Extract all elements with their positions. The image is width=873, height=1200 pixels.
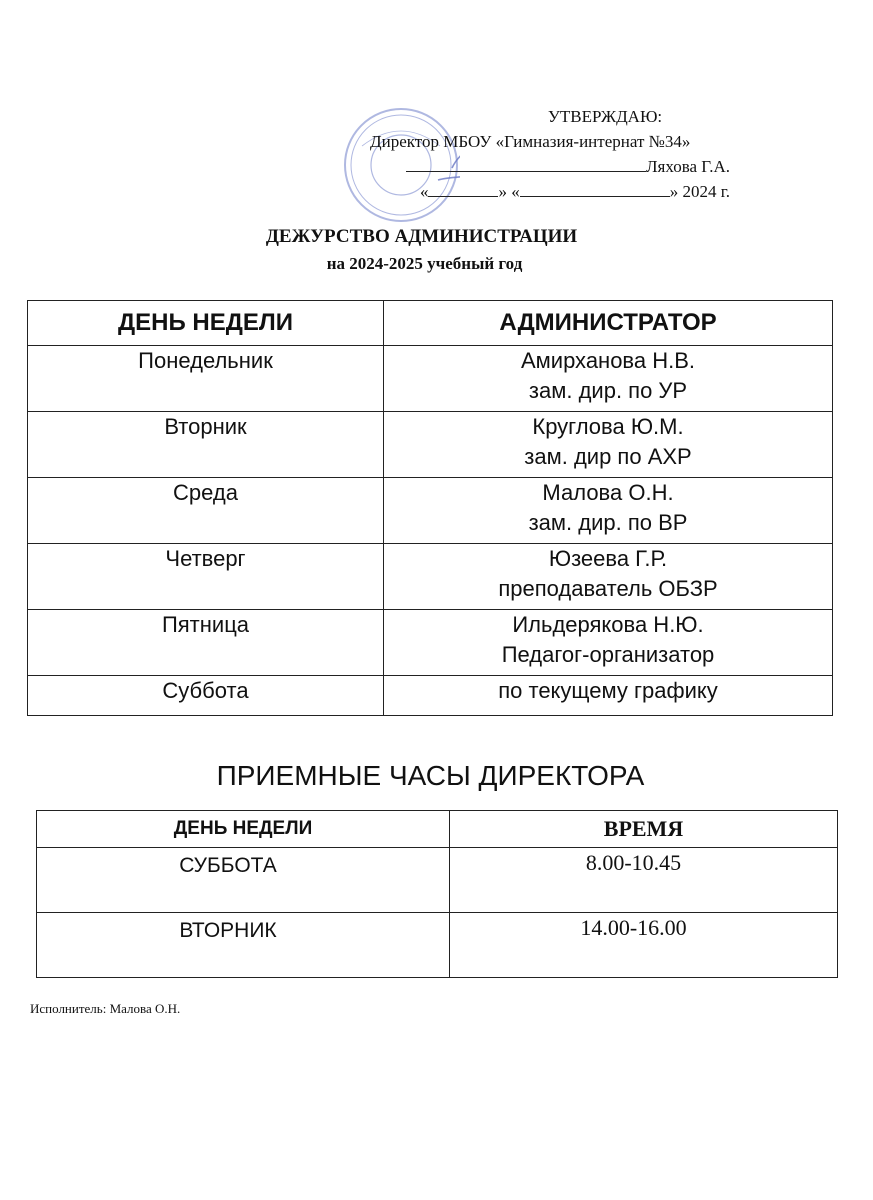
table-row: ВТОРНИК 14.00-16.00 — [37, 913, 838, 978]
col-day-header: ДЕНЬ НЕДЕЛИ — [28, 301, 384, 346]
col-admin-header: АДМИНИСТРАТОР — [384, 301, 833, 346]
col-day-header: ДЕНЬ НЕДЕЛИ — [37, 811, 450, 848]
reception-table — [36, 810, 838, 978]
table-row: Четверг Юзеева Г.Р. преподаватель ОБЗР — [28, 544, 833, 610]
executor-note: Исполнитель: Малова О.Н. — [30, 1001, 181, 1016]
approval-position: Директор МБОУ «Гимназия-интернат №34» — [370, 132, 691, 151]
table-row: Среда Малова О.Н. зам. дир. по ВР — [28, 478, 833, 544]
reception-title: ПРИЕМНЫЕ ЧАСЫ ДИРЕКТОРА — [216, 760, 645, 791]
approval-date-line: « » « » 2024 г. — [419, 182, 730, 201]
approval-block — [370, 104, 760, 204]
approval-year: » 2024 г. — [669, 182, 730, 201]
duty-table — [27, 300, 833, 716]
table-row: Понедельник Амирханова Н.В. зам. дир. по УР — [28, 346, 833, 412]
approval-name: Ляхова Г.А. — [646, 157, 730, 176]
col-time-header: ВРЕМЯ — [450, 811, 838, 848]
table-row: Пятница Ильдерякова Н.Ю. Педагог-организатор — [28, 610, 833, 676]
approval-heading: УТВЕРЖДАЮ: — [547, 107, 663, 126]
duty-table-header — [28, 301, 833, 346]
table-row: Вторник Круглова Ю.М. зам. дир по АХР — [28, 412, 833, 478]
table-row: СУББОТА 8.00-10.45 — [37, 848, 838, 913]
reception-table-header — [37, 811, 838, 848]
duty-title: ДЕЖУРСТВО АДМИНИСТРАЦИИ — [265, 226, 578, 247]
duty-subtitle: на 2024-2025 учебный год — [326, 254, 523, 273]
table-row: Суббота по текущему графику — [28, 676, 833, 716]
approval-signature-line — [370, 154, 760, 179]
